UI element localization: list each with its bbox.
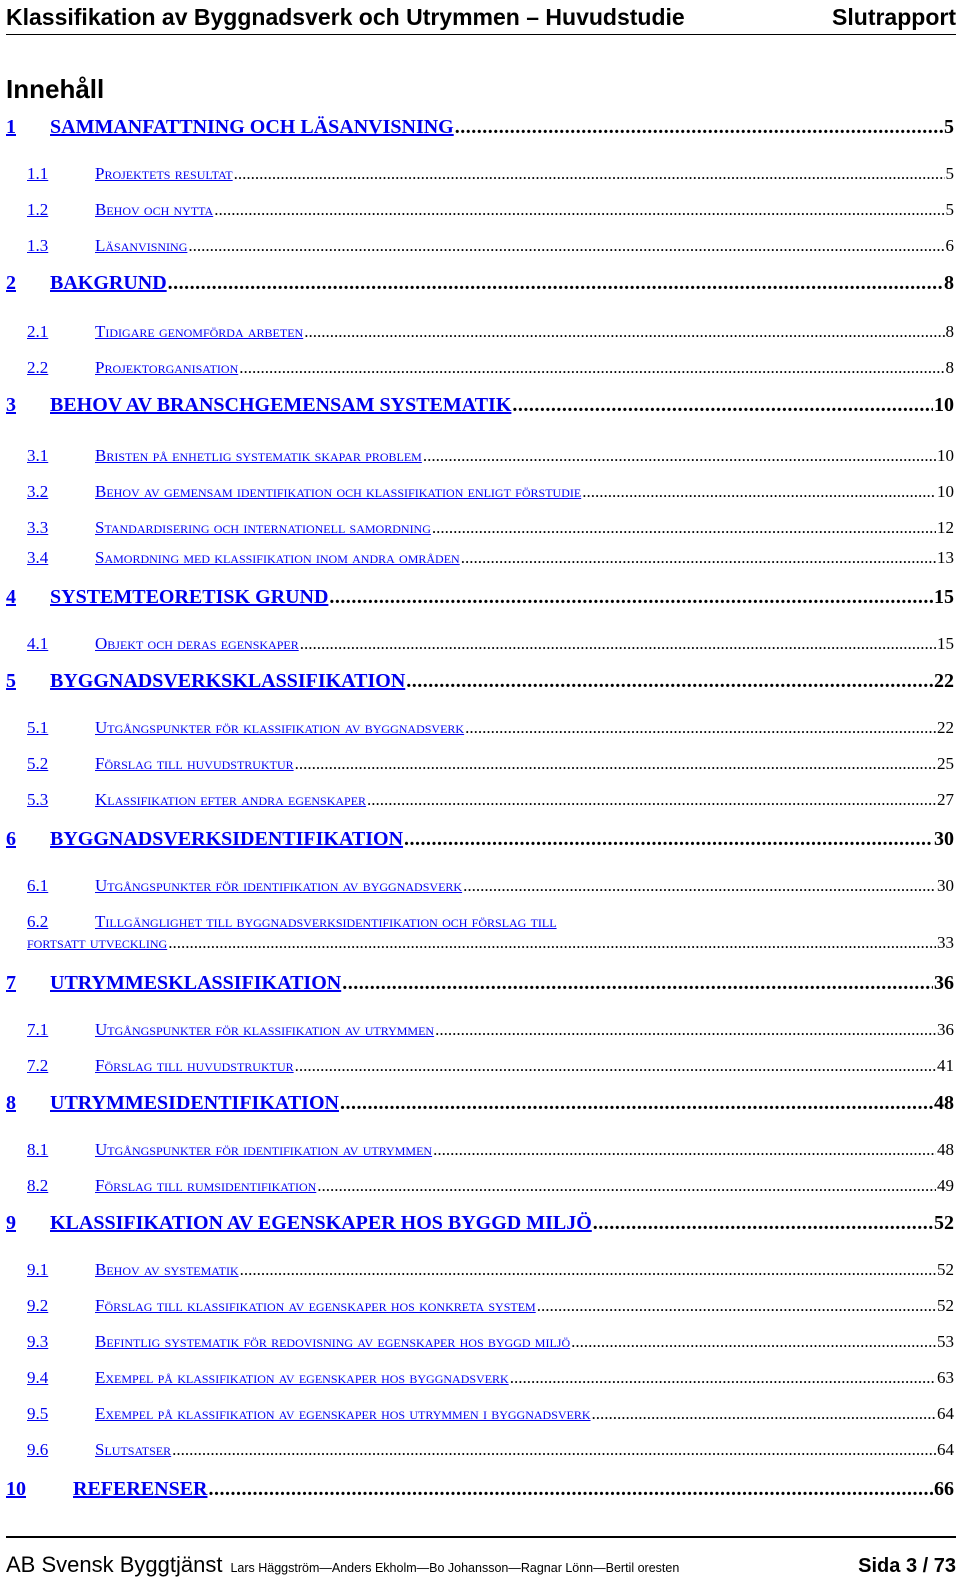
toc-entry-number[interactable]: 9.1 (27, 1260, 49, 1279)
toc-entry-page: 53 (937, 1332, 954, 1351)
toc-entry[interactable] (6, 1140, 954, 1160)
report-type: Slutrapport (832, 3, 956, 30)
toc-dot-leader (510, 1368, 936, 1388)
toc-entry-number[interactable]: 1.3 (27, 236, 49, 255)
toc-dot-leader (571, 1332, 936, 1352)
toc-entry[interactable] (6, 394, 954, 417)
authors-line: Lars Häggström—Anders Ekholm—Bo Johansson—Ragnar Lönn—Bertil oresten (230, 1561, 680, 1575)
toc-entry-number[interactable]: 5.1 (27, 718, 49, 737)
toc-entry-number[interactable]: 9 (6, 1212, 16, 1234)
toc-entry-title[interactable]: BYGGNADSVERKSIDENTIFIKATION (50, 828, 404, 850)
toc-entry[interactable] (6, 634, 954, 654)
toc-entry-page: 10 (934, 394, 954, 416)
toc-entry-title[interactable]: Klassifikation efter andra egenskaper (95, 790, 367, 809)
toc-entry-title[interactable]: REFERENSER (73, 1478, 208, 1500)
toc-entry-number[interactable]: 8.2 (27, 1176, 49, 1195)
toc-dot-leader (435, 1020, 936, 1040)
toc-entry-number[interactable]: 8.1 (27, 1140, 49, 1159)
toc-entry[interactable] (6, 200, 954, 220)
toc-entry-number[interactable]: 4.1 (27, 634, 49, 653)
toc-entry-number[interactable]: 6.1 (27, 876, 49, 895)
toc-entry[interactable] (6, 482, 954, 502)
toc-entry[interactable] (6, 1368, 954, 1388)
toc-entry[interactable] (6, 718, 954, 738)
toc-entry[interactable] (6, 754, 954, 774)
toc-entry-title[interactable]: Tidigare genomförda arbeten (95, 322, 304, 341)
toc-entry-page: 36 (934, 972, 954, 994)
toc-entry-page: 22 (934, 670, 954, 692)
toc-entry[interactable] (6, 1296, 954, 1316)
toc-dot-leader (234, 164, 945, 184)
toc-entry-page: 6 (945, 236, 954, 255)
toc-entry-title[interactable]: BEHOV AV BRANSCHGEMENSAM SYSTEMATIK (50, 394, 512, 416)
toc-entry-number[interactable]: 9.4 (27, 1368, 49, 1387)
toc-dot-leader (208, 1478, 933, 1501)
toc-dot-leader (406, 670, 933, 693)
toc-dot-leader (295, 1056, 936, 1076)
toc-entry-page: 8 (945, 322, 954, 341)
toc-entry[interactable] (6, 876, 954, 896)
toc-entry-page: 30 (937, 876, 954, 895)
toc-entry-title[interactable]: BAKGRUND (50, 272, 167, 294)
toc-entry-number[interactable]: 4 (6, 586, 16, 608)
toc-entry-page: 52 (937, 1296, 954, 1315)
toc-entry-number[interactable]: 3.1 (27, 446, 49, 465)
toc-entry-number[interactable]: 3.4 (27, 548, 49, 567)
toc-entry-page: 27 (937, 790, 954, 809)
toc-entry-number[interactable]: 2.1 (27, 322, 49, 341)
toc-entry[interactable] (6, 1020, 954, 1040)
company-name: AB Svensk Byggtjänst (6, 1552, 223, 1577)
toc-dot-leader (214, 200, 944, 220)
toc-entry-title[interactable]: Förslag till huvudstruktur (95, 754, 294, 773)
toc-dot-leader (512, 394, 933, 417)
toc-entry-title[interactable]: Utgångspunkter för identifikation av utrymmen (95, 1140, 433, 1159)
toc-entry[interactable] (6, 164, 954, 184)
toc-dot-leader (168, 933, 936, 953)
toc-entry-number[interactable]: 1.1 (27, 164, 49, 183)
toc-entry-title[interactable]: Standardisering och internationell samordning (95, 518, 431, 537)
toc-entry-title[interactable]: Utgångspunkter för identifikation av byggnadsverk (95, 876, 463, 895)
toc-entry[interactable] (6, 1176, 954, 1196)
toc-entry[interactable] (6, 1440, 954, 1460)
toc-entry[interactable] (6, 972, 954, 995)
toc-dot-leader (455, 116, 943, 139)
toc-entry[interactable] (6, 272, 954, 295)
toc-entry-title[interactable]: UTRYMMESIDENTIFIKATION (50, 1092, 339, 1114)
toc-entry[interactable] (6, 358, 954, 378)
toc-entry-title[interactable]: Utgångspunkter för klassifikation av byggnadsverk (95, 718, 465, 737)
toc-entry-page: 64 (937, 1440, 954, 1459)
toc-entry[interactable] (6, 586, 954, 609)
toc-entry-page: 52 (937, 1260, 954, 1279)
toc-entry-number[interactable]: 9.6 (27, 1440, 49, 1459)
toc-dot-leader (329, 586, 933, 609)
toc-entry-page: 5 (945, 200, 954, 219)
toc-entry[interactable] (6, 1404, 954, 1424)
toc-dot-leader (239, 358, 944, 378)
toc-entry-page: 12 (937, 518, 954, 537)
toc-entry-title[interactable]: Behov av systematik (95, 1260, 239, 1279)
toc-entry-page: 48 (934, 1092, 954, 1114)
toc-entry-page: 41 (937, 1056, 954, 1075)
toc-entry[interactable] (6, 236, 954, 256)
toc-entry[interactable] (6, 322, 954, 342)
toc-entry[interactable] (6, 790, 954, 810)
toc-entry-number[interactable]: 3 (6, 394, 16, 416)
toc-entry-title[interactable]: Samordning med klassifikation inom andra områden (95, 548, 460, 567)
toc-entry-number[interactable]: 9.2 (27, 1296, 49, 1315)
toc-entry-title[interactable]: Utgångspunkter för klassifikation av utrymmen (95, 1020, 435, 1039)
toc-entry[interactable] (6, 116, 954, 139)
toc-entry-title[interactable]: Förslag till rumsidentifikation (95, 1176, 317, 1195)
toc-entry-page: 33 (937, 933, 954, 952)
toc-entry-title[interactable]: Förslag till klassifikation av egenskaper hos konkreta system (95, 1296, 536, 1315)
toc-entry-number[interactable]: 7 (6, 972, 16, 994)
toc-entry-page: 5 (945, 164, 954, 183)
toc-entry-page: 15 (934, 586, 954, 608)
toc-entry-page: 63 (937, 1368, 954, 1387)
toc-entry-title[interactable]: SAMMANFATTNING OCH LÄSANVISNING (50, 116, 454, 138)
toc-entry-title[interactable]: Bristen på enhetlig systematik skapar problem (95, 446, 422, 465)
toc-dot-leader (168, 272, 943, 295)
toc-entry[interactable] (6, 548, 954, 568)
toc-dot-leader (423, 446, 936, 466)
toc-entry-number[interactable]: 7.1 (27, 1020, 49, 1039)
toc-heading: Innehåll (6, 74, 105, 104)
toc-entry-number[interactable]: 3.3 (27, 518, 49, 537)
toc-entry[interactable] (6, 1260, 954, 1280)
toc-dot-leader (340, 1092, 933, 1115)
toc-entry-title[interactable]: Exempel på klassifikation av egenskaper hos utrymmen i byggnadsverk (95, 1404, 591, 1423)
toc-entry[interactable] (6, 670, 954, 693)
toc-dot-leader (432, 518, 936, 538)
toc-entry-title[interactable]: Objekt och deras egenskaper (95, 634, 299, 653)
toc-entry-number[interactable]: 1 (6, 116, 16, 138)
toc-dot-leader (295, 754, 936, 774)
toc-entry-title-continued[interactable]: fortsatt utveckling (27, 933, 168, 952)
toc-dot-leader (465, 718, 936, 738)
toc-entry-title[interactable]: KLASSIFIKATION AV EGENSKAPER HOS BYGGD MILJÖ (50, 1212, 592, 1234)
toc-entry-page: 5 (944, 116, 954, 138)
toc-dot-leader (463, 876, 936, 896)
toc-dot-leader (304, 322, 944, 342)
toc-entry-page: 30 (934, 828, 954, 850)
toc-entry-number[interactable]: 9.5 (27, 1404, 49, 1423)
toc-entry[interactable] (6, 1056, 954, 1076)
toc-entry[interactable] (6, 912, 954, 953)
toc-entry-number[interactable]: 5 (6, 670, 16, 692)
toc-entry-number[interactable]: 5.2 (27, 754, 49, 773)
toc-entry[interactable] (6, 446, 954, 466)
toc-entry[interactable] (6, 1092, 954, 1115)
toc-dot-leader (592, 1404, 936, 1424)
toc-dot-leader (461, 548, 936, 568)
toc-dot-leader (240, 1260, 936, 1280)
toc-dot-leader (367, 790, 936, 810)
toc-entry-page: 52 (934, 1212, 954, 1234)
toc-dot-leader (342, 972, 933, 995)
toc-entry-page: 66 (934, 1478, 954, 1500)
toc-entry-title[interactable]: BYGGNADSVERKSKLASSIFIKATION (50, 670, 406, 692)
toc-entry-number[interactable]: 8 (6, 1092, 16, 1114)
toc-dot-leader (300, 634, 936, 654)
toc-dot-leader (317, 1176, 936, 1196)
toc-entry-page: 8 (945, 358, 954, 377)
toc-entry-page: 22 (937, 718, 954, 737)
toc-dot-leader (172, 1440, 936, 1460)
toc-entry-title[interactable]: Förslag till huvudstruktur (95, 1056, 294, 1075)
toc-entry-title[interactable]: Befintlig systematik för redovisning av egenskaper hos byggd miljö (95, 1332, 571, 1351)
toc-entry-title[interactable]: Behov av gemensam identifikation och klassifikation enligt förstudie (95, 482, 582, 501)
toc-entry-page: 13 (937, 548, 954, 567)
toc-entry-number[interactable]: 7.2 (27, 1056, 49, 1075)
toc-entry[interactable] (6, 518, 954, 538)
toc-entry-page: 15 (937, 634, 954, 653)
toc-dot-leader (404, 828, 933, 851)
toc-entry-title[interactable]: Slutsatser (95, 1440, 172, 1459)
toc-entry-number[interactable]: 9.3 (27, 1332, 49, 1351)
page-number: Sida 3 / 73 (858, 1555, 956, 1577)
toc-entry-title[interactable]: Läsanvisning (95, 236, 188, 255)
document-title: Klassifikation av Byggnadsverk och Utrymmen – Huvudstudie (6, 3, 685, 30)
toc-entry-page: 8 (944, 272, 954, 294)
toc-entry-page: 49 (937, 1176, 954, 1195)
toc-entry-title[interactable]: Projektets resultat (95, 164, 233, 183)
toc-entry-number[interactable]: 3.2 (27, 482, 49, 501)
toc-entry-number[interactable]: 10 (6, 1478, 26, 1500)
toc-entry-title[interactable]: Tillgänglighet till byggnadsverksidentifikation och förslag till (95, 912, 557, 931)
toc-entry-title[interactable]: Projektorganisation (95, 358, 239, 377)
toc-entry-page: 25 (937, 754, 954, 773)
toc-entry[interactable] (6, 1212, 954, 1235)
toc-entry-title[interactable]: UTRYMMESKLASSIFIKATION (50, 972, 342, 994)
page-footer (6, 1536, 956, 1578)
toc-entry[interactable] (6, 1332, 954, 1352)
toc-entry-number[interactable]: 6.2 (27, 912, 49, 931)
toc-entry-page: 64 (937, 1404, 954, 1423)
toc-entry-title[interactable]: Behov och nytta (95, 200, 214, 219)
toc-entry-title[interactable]: Exempel på klassifikation av egenskaper hos byggnadsverk (95, 1368, 509, 1387)
toc-entry-number[interactable]: 6 (6, 828, 16, 850)
toc-dot-leader (433, 1140, 936, 1160)
toc-entry-number[interactable]: 1.2 (27, 200, 49, 219)
toc-entry-page: 10 (937, 482, 954, 501)
toc-entry-number[interactable]: 5.3 (27, 790, 49, 809)
toc-dot-leader (582, 482, 936, 502)
toc-entry-page: 10 (937, 446, 954, 465)
toc-entry-title[interactable]: SYSTEMTEORETISK GRUND (50, 586, 329, 608)
toc-entry[interactable] (6, 828, 954, 851)
toc-entry-page: 36 (937, 1020, 954, 1039)
toc-dot-leader (537, 1296, 936, 1316)
toc-entry[interactable] (6, 1478, 954, 1501)
toc-entry-number[interactable]: 2 (6, 272, 16, 294)
toc-dot-leader (188, 236, 944, 256)
toc-dot-leader (593, 1212, 933, 1235)
page-header (6, 0, 956, 35)
toc-entry-page: 48 (937, 1140, 954, 1159)
toc-entry-number[interactable]: 2.2 (27, 358, 49, 377)
